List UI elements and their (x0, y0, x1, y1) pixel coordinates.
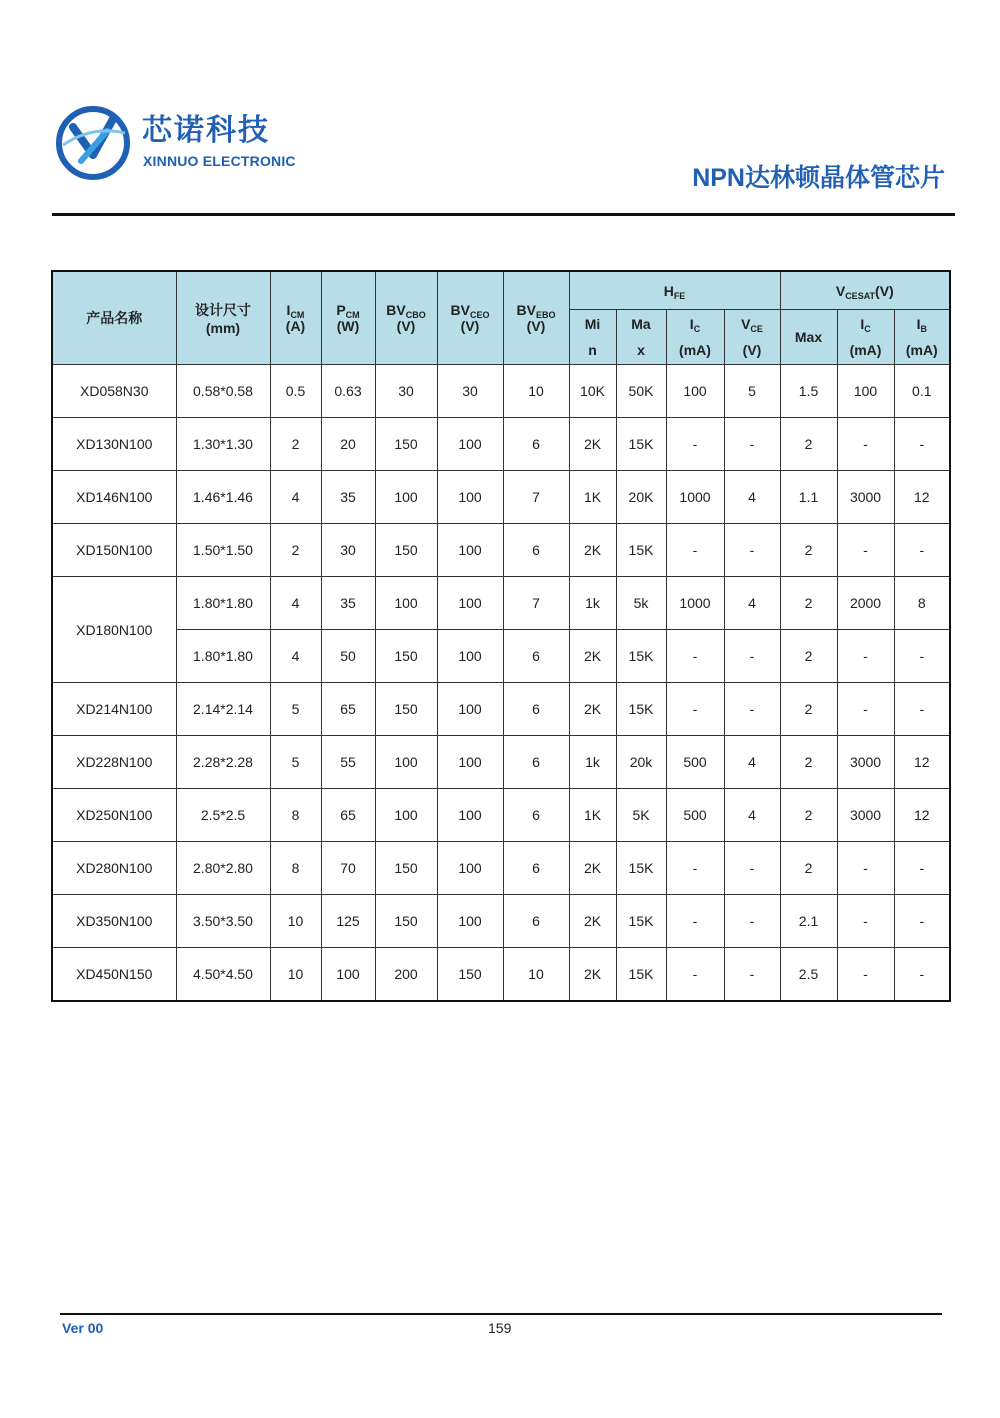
cell-size: 1.46*1.46 (176, 471, 270, 524)
cell-bvebo: 6 (503, 789, 569, 842)
cell-pcm: 0.63 (321, 365, 375, 418)
cell-vcesat-ib: 12 (894, 471, 950, 524)
cell-hfe-ic: - (666, 842, 724, 895)
cell-bvcbo: 150 (375, 842, 437, 895)
cell-hfe-max: 15K (616, 948, 666, 1002)
table-row (52, 471, 950, 524)
cell-size: 2.80*2.80 (176, 842, 270, 895)
cell-bvcbo: 150 (375, 524, 437, 577)
cell-bvcbo: 200 (375, 948, 437, 1002)
cell-hfe-vce: - (724, 524, 780, 577)
brand-name-cn: 芯诺科技 (142, 114, 270, 147)
table-row (52, 577, 950, 630)
cell-bvcbo: 100 (375, 471, 437, 524)
cell-vcesat-ic: - (837, 524, 894, 577)
cell-icm: 8 (270, 789, 321, 842)
cell-vcesat-ic: 3000 (837, 736, 894, 789)
cell-vcesat-max: 2 (780, 683, 837, 736)
cell-name: XD350N100 (52, 895, 176, 948)
cell-icm: 4 (270, 577, 321, 630)
cell-vcesat-max: 2 (780, 842, 837, 895)
cell-size: 1.50*1.50 (176, 524, 270, 577)
cell-bvebo: 6 (503, 630, 569, 683)
cell-bvceo: 30 (437, 365, 503, 418)
table-row (52, 948, 950, 1002)
cell-hfe-vce: - (724, 683, 780, 736)
cell-bvcbo: 100 (375, 736, 437, 789)
cell-name: XD180N100 (52, 577, 176, 683)
header-hfe-min: Mi n (569, 310, 616, 365)
cell-vcesat-ib: - (894, 895, 950, 948)
cell-hfe-ic: 100 (666, 365, 724, 418)
table-row (52, 736, 950, 789)
footer-divider (60, 1313, 942, 1315)
cell-hfe-vce: - (724, 895, 780, 948)
cell-bvebo: 7 (503, 471, 569, 524)
cell-bvcbo: 150 (375, 683, 437, 736)
document-title: NPN达林顿晶体管芯片 (692, 164, 945, 192)
cell-bvebo: 6 (503, 895, 569, 948)
cell-bvceo: 100 (437, 630, 503, 683)
cell-icm: 2 (270, 418, 321, 471)
cell-bvcbo: 30 (375, 365, 437, 418)
cell-hfe-vce: - (724, 630, 780, 683)
cell-hfe-min: 2K (569, 524, 616, 577)
cell-size: 0.58*0.58 (176, 365, 270, 418)
cell-hfe-max: 15K (616, 524, 666, 577)
cell-vcesat-ic: 3000 (837, 471, 894, 524)
cell-size: 1.80*1.80 (176, 577, 270, 630)
cell-vcesat-ic: 2000 (837, 577, 894, 630)
cell-bvceo: 100 (437, 842, 503, 895)
cell-bvcbo: 100 (375, 577, 437, 630)
cell-vcesat-max: 1.1 (780, 471, 837, 524)
cell-pcm: 100 (321, 948, 375, 1002)
cell-vcesat-max: 1.5 (780, 365, 837, 418)
cell-hfe-ic: - (666, 418, 724, 471)
cell-size: 2.28*2.28 (176, 736, 270, 789)
cell-hfe-ic: 500 (666, 736, 724, 789)
cell-pcm: 35 (321, 577, 375, 630)
cell-bvceo: 100 (437, 418, 503, 471)
cell-bvebo: 6 (503, 418, 569, 471)
cell-pcm: 125 (321, 895, 375, 948)
cell-pcm: 35 (321, 471, 375, 524)
cell-hfe-max: 20K (616, 471, 666, 524)
cell-vcesat-max: 2 (780, 736, 837, 789)
cell-vcesat-max: 2.1 (780, 895, 837, 948)
cell-vcesat-ib: - (894, 842, 950, 895)
cell-bvebo: 10 (503, 365, 569, 418)
cell-pcm: 65 (321, 789, 375, 842)
header-hfe-ic: $I_C$ (mA) (666, 310, 724, 365)
header-vcesat-ic: $I_C$ (mA) (837, 310, 894, 365)
company-logo (55, 105, 131, 181)
cell-vcesat-ic: 3000 (837, 789, 894, 842)
header-pcm: $P_{CM}$ (W) (321, 271, 375, 365)
cell-bvceo: 100 (437, 683, 503, 736)
cell-hfe-min: 2K (569, 683, 616, 736)
cell-vcesat-ib: - (894, 683, 950, 736)
header-vcesat-group: $V_{CESAT}(V)$ (780, 271, 950, 310)
cell-hfe-max: 5k (616, 577, 666, 630)
table-row (52, 789, 950, 842)
cell-bvceo: 100 (437, 895, 503, 948)
cell-vcesat-ic: - (837, 948, 894, 1002)
header-bvebo: $BV_{EBO}$ (V) (503, 271, 569, 365)
cell-vcesat-ic: - (837, 683, 894, 736)
header-icm: $I_{CM}$ (A) (270, 271, 321, 365)
header-bvceo: $BV_{CEO}$ (V) (437, 271, 503, 365)
header-hfe-vce: $V_{CE}$ (V) (724, 310, 780, 365)
spec-table-body (52, 365, 950, 1002)
table-row (52, 365, 950, 418)
page-number: 159 (488, 1320, 512, 1336)
cell-vcesat-ib: 0.1 (894, 365, 950, 418)
cell-vcesat-max: 2 (780, 418, 837, 471)
cell-bvceo: 100 (437, 524, 503, 577)
cell-vcesat-ib: 12 (894, 789, 950, 842)
cell-vcesat-max: 2 (780, 789, 837, 842)
cell-hfe-min: 2K (569, 418, 616, 471)
cell-bvceo: 100 (437, 577, 503, 630)
cell-icm: 5 (270, 736, 321, 789)
cell-hfe-min: 1K (569, 471, 616, 524)
cell-hfe-vce: 4 (724, 789, 780, 842)
header-hfe-max: Ma x (616, 310, 666, 365)
cell-hfe-max: 15K (616, 418, 666, 471)
header-vcesat-max: Max (780, 310, 837, 365)
cell-hfe-min: 2K (569, 842, 616, 895)
cell-vcesat-max: 2.5 (780, 948, 837, 1002)
table-row (52, 418, 950, 471)
cell-hfe-max: 50K (616, 365, 666, 418)
spec-table (51, 270, 951, 1002)
cell-name: XD150N100 (52, 524, 176, 577)
cell-icm: 5 (270, 683, 321, 736)
cell-name: XD280N100 (52, 842, 176, 895)
table-row (52, 630, 950, 683)
cell-pcm: 20 (321, 418, 375, 471)
cell-bvcbo: 150 (375, 418, 437, 471)
cell-hfe-ic: - (666, 895, 724, 948)
cell-vcesat-ib: - (894, 418, 950, 471)
cell-bvceo: 100 (437, 736, 503, 789)
cell-vcesat-ib: - (894, 948, 950, 1002)
cell-hfe-vce: - (724, 948, 780, 1002)
cell-hfe-ic: - (666, 630, 724, 683)
cell-size: 1.30*1.30 (176, 418, 270, 471)
header-bvcbo: $BV_{CBO}$ (V) (375, 271, 437, 365)
cell-name: XD130N100 (52, 418, 176, 471)
cell-hfe-min: 1k (569, 736, 616, 789)
cell-hfe-vce: 4 (724, 736, 780, 789)
cell-hfe-ic: 1000 (666, 471, 724, 524)
cell-hfe-min: 2K (569, 895, 616, 948)
table-row (52, 842, 950, 895)
cell-pcm: 30 (321, 524, 375, 577)
cell-icm: 10 (270, 895, 321, 948)
cell-vcesat-max: 2 (780, 524, 837, 577)
header-vcesat-ib: $I_B$ (mA) (894, 310, 950, 365)
cell-hfe-ic: 1000 (666, 577, 724, 630)
cell-size: 2.14*2.14 (176, 683, 270, 736)
cell-size: 3.50*3.50 (176, 895, 270, 948)
cell-hfe-vce: 5 (724, 365, 780, 418)
cell-bvebo: 7 (503, 577, 569, 630)
cell-icm: 8 (270, 842, 321, 895)
cell-size: 1.80*1.80 (176, 630, 270, 683)
version-label: Ver 00 (62, 1320, 104, 1336)
cell-pcm: 70 (321, 842, 375, 895)
cell-hfe-vce: 4 (724, 577, 780, 630)
cell-name: XD228N100 (52, 736, 176, 789)
cell-icm: 4 (270, 630, 321, 683)
header-product-name: 产品名称 (52, 271, 176, 365)
header-hfe-group: $H_{FE}$ (569, 271, 780, 310)
cell-hfe-max: 15K (616, 630, 666, 683)
cell-bvceo: 150 (437, 948, 503, 1002)
brand-name-en: XINNUO ELECTRONIC (143, 153, 296, 169)
cell-name: XD146N100 (52, 471, 176, 524)
cell-hfe-min: 2K (569, 630, 616, 683)
cell-bvebo: 6 (503, 524, 569, 577)
cell-hfe-ic: - (666, 524, 724, 577)
cell-name: XD214N100 (52, 683, 176, 736)
cell-hfe-max: 15K (616, 895, 666, 948)
cell-name: XD058N30 (52, 365, 176, 418)
cell-vcesat-ib: 12 (894, 736, 950, 789)
cell-vcesat-ib: 8 (894, 577, 950, 630)
cell-bvceo: 100 (437, 471, 503, 524)
cell-vcesat-ic: - (837, 842, 894, 895)
cell-vcesat-ic: - (837, 630, 894, 683)
cell-bvebo: 6 (503, 683, 569, 736)
cell-bvcbo: 150 (375, 895, 437, 948)
cell-bvceo: 100 (437, 789, 503, 842)
cell-hfe-vce: - (724, 842, 780, 895)
cell-hfe-ic: - (666, 683, 724, 736)
header-design-size: 设计尺寸 (mm) (176, 271, 270, 365)
cell-bvcbo: 100 (375, 789, 437, 842)
cell-icm: 0.5 (270, 365, 321, 418)
cell-vcesat-ic: 100 (837, 365, 894, 418)
cell-bvebo: 10 (503, 948, 569, 1002)
cell-vcesat-max: 2 (780, 577, 837, 630)
cell-vcesat-ic: - (837, 418, 894, 471)
cell-hfe-ic: - (666, 948, 724, 1002)
cell-bvebo: 6 (503, 736, 569, 789)
cell-size: 2.5*2.5 (176, 789, 270, 842)
cell-pcm: 65 (321, 683, 375, 736)
cell-size: 4.50*4.50 (176, 948, 270, 1002)
cell-hfe-min: 1k (569, 577, 616, 630)
cell-bvcbo: 150 (375, 630, 437, 683)
cell-icm: 2 (270, 524, 321, 577)
cell-icm: 4 (270, 471, 321, 524)
cell-name: XD250N100 (52, 789, 176, 842)
cell-pcm: 50 (321, 630, 375, 683)
cell-hfe-min: 10K (569, 365, 616, 418)
table-row (52, 524, 950, 577)
cell-hfe-vce: - (724, 418, 780, 471)
cell-vcesat-ib: - (894, 524, 950, 577)
cell-hfe-ic: 500 (666, 789, 724, 842)
cell-vcesat-ib: - (894, 630, 950, 683)
cell-hfe-max: 5K (616, 789, 666, 842)
cell-name: XD450N150 (52, 948, 176, 1002)
cell-icm: 10 (270, 948, 321, 1002)
cell-pcm: 55 (321, 736, 375, 789)
cell-vcesat-ic: - (837, 895, 894, 948)
table-row (52, 895, 950, 948)
cell-hfe-max: 15K (616, 842, 666, 895)
cell-hfe-min: 2K (569, 948, 616, 1002)
cell-hfe-vce: 4 (724, 471, 780, 524)
header-divider (52, 213, 955, 216)
cell-hfe-min: 1K (569, 789, 616, 842)
table-row (52, 683, 950, 736)
cell-hfe-max: 15K (616, 683, 666, 736)
cell-hfe-max: 20k (616, 736, 666, 789)
cell-bvebo: 6 (503, 842, 569, 895)
cell-vcesat-max: 2 (780, 630, 837, 683)
